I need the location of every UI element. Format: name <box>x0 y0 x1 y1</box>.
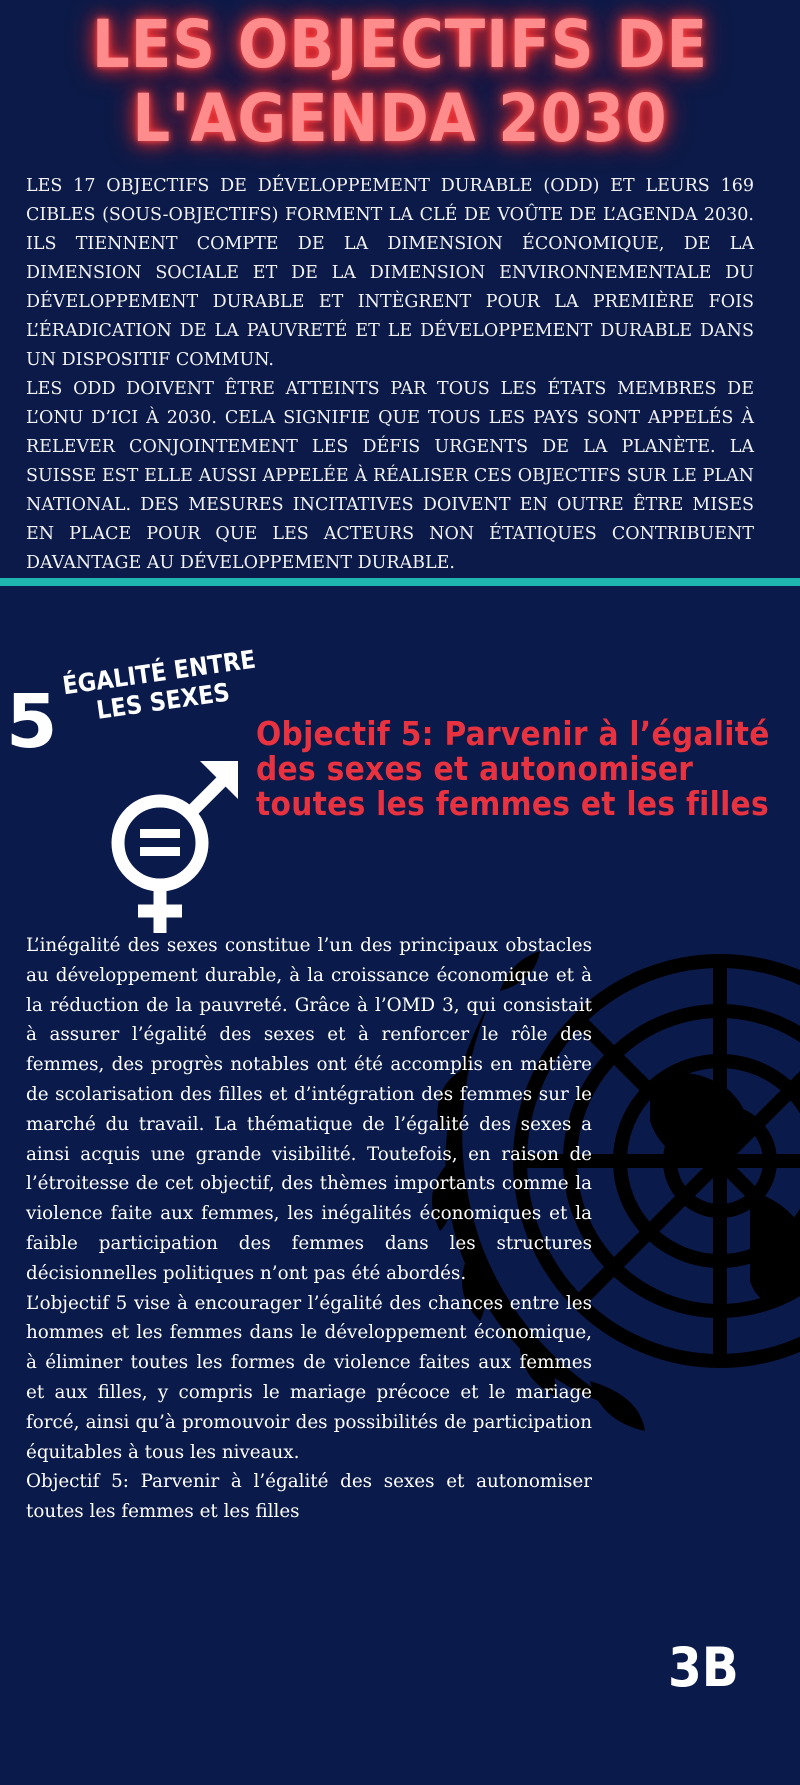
intro-paragraph-1: LES 17 OBJECTIFS DE DÉVELOPPEMENT DURABLE (ODD) ET LEURS 169 CIBLES (SOUS-OBJECTIFS) FORMENT LA CLÉ DE VOÛTE DE L’AGENDA 2030. ILS TIENNENT COMPTE DE LA DIMENSION ÉCONOMIQUE, DE LA DIMENSION SOCIALE ET DE LA DIMENSION ENVIRONNEMENTALE DU DÉVELOPPEMENT DURABLE ET INTÈGRENT POUR LA PREMIÈRE FOIS L’ÉRADICATION DE LA PAUVRETÉ ET LE DÉVELOPPEMENT DURABLE DANS UN DISPOSITIF COMMUN. <box>26 176 754 370</box>
goal-heading: Objectif 5: Parvenir à l’égalité des sexes et autonomiser toutes les femmes et les filles <box>256 714 770 823</box>
body-paragraph-1: L’inégalité des sexes constitue l’un des principaux obstacles au développement durable, à la croissance économique et à la réduction de la pauvreté. Grâce à l’OMD 3, qui consistait à assurer l’égalité des sexes et à renforcer le rôle des femmes, des progrès notables ont été accomplis en matière de scolarisation des filles et d’intégration des femmes sur le marché du travail. La thématique de l’égalité des sexes a ainsi acquis une grande visibilité. Toutefois, en raison de l’étroitesse de cet objectif, des thèmes importants comme la violence faite aux femmes, les inégalités économiques et la faible participation des femmes dans les structures décisionnelles politiques n’ont pas été abordés. <box>26 935 592 1284</box>
page-title <box>0 8 800 156</box>
section-divider <box>0 578 800 586</box>
title-line-1: LES OBJECTIFS DE <box>91 6 709 83</box>
goal-number: 5 <box>6 679 58 765</box>
class-badge: 3B <box>668 1636 739 1699</box>
gender-equality-icon <box>100 751 240 941</box>
goal-body-text <box>26 931 592 1527</box>
body-paragraph-2: L’objectif 5 vise à encourager l’égalité des chances entre les hommes et les femmes dans le développement économique, à éliminer toutes les formes de violence faites aux femmes et aux filles, y compris le mariage précoce et le mariage forcé, ainsi qu’à promouvoir des possibilités de participation équitables à tous les niveaux. <box>26 1292 592 1463</box>
header-section <box>0 0 800 578</box>
intro-text <box>26 172 754 578</box>
goal-section <box>0 586 800 1785</box>
goal-label: ÉGALITÉ ENTRE LES SEXES <box>60 644 258 725</box>
body-paragraph-3: Objectif 5: Parvenir à l’égalité des sexes et autonomiser toutes les femmes et les filles <box>26 1471 592 1523</box>
title-line-2: L'AGENDA 2030 <box>132 80 668 157</box>
intro-paragraph-2: LES ODD DOIVENT ÊTRE ATTEINTS PAR TOUS LES ÉTATS MEMBRES DE L’ONU D’ICI À 2030. CELA SIGNIFIE QUE TOUS LES PAYS SONT APPELÉS À RELEVER CONJOINTEMENT LES DÉFIS URGENTS DE LA PLANÈTE. LA SUISSE EST ELLE AUSSI APPELÉE À RÉALISER CES OBJECTIFS SUR LE PLAN NATIONAL. DES MESURES INCITATIVES DOIVENT EN OUTRE ÊTRE MISES EN PLACE POUR QUE LES ACTEURS NON ÉTATIQUES CONTRIBUENT DAVANTAGE AU DÉVELOPPEMENT DURABLE. <box>26 379 754 573</box>
